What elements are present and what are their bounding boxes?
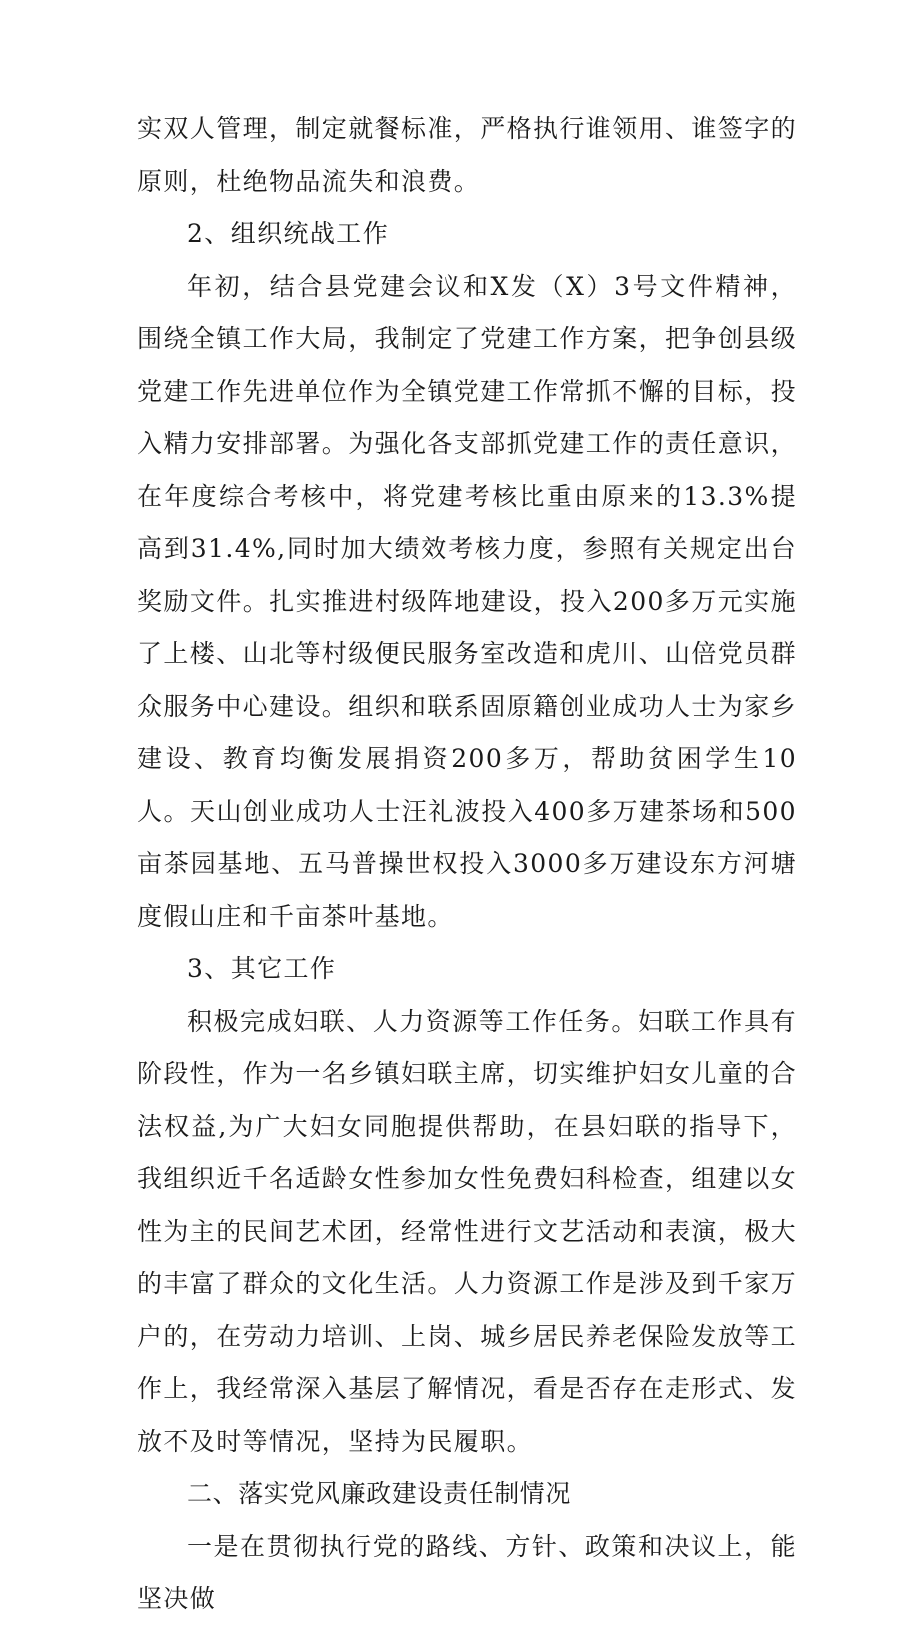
document-body: [137, 103, 797, 1626]
section-heading-integrity: 二、落实党风廉政建设责任制情况: [187, 1479, 572, 1508]
paragraph-womens-federation: 积极完成妇联、人力资源等工作任务。妇联工作具有阶段性，作为一名乡镇妇联主席，切实维护妇女儿童的合法权益,为广大妇女同胞提供帮助，在县妇联的指导下，我组织近千名适龄女性参加女性免费妇科检查，组建以女性为主的民间艺术团，经常性进行文艺活动和表演，极大的丰富了群众的文化生活。人力资源工作是涉及到千家万户的，在劳动力培训、上岗、城乡居民养老保险发放等工作上，我经常深入基层了解情况，看是否存在走形式、发放不及时等情况，坚持为民履职。: [137, 1006, 798, 1456]
paragraph-continuation: 实双人管理，制定就餐标准，严格执行谁领用、谁签字的原则，杜绝物品流失和浪费。: [137, 114, 798, 196]
paragraph-integrity-first: 一是在贯彻执行党的路线、方针、政策和决议上，能坚决做: [137, 1531, 797, 1613]
subheading-other-work: 3、其它工作: [187, 954, 337, 983]
paragraph-party-building: 年初，结合县党建会议和X发（X）3号文件精神，围绕全镇工作大局，我制定了党建工作方案，把争创县级党建工作先进单位作为全镇党建工作常抓不懈的目标，投入精力安排部署。为强化各支部抓党建工作的责任意识，在年度综合考核中，将党建考核比重由原来的13.3%提高到31.4%,同时加大绩效考核力度，参照有关规定出台奖励文件。扎实推进村级阵地建设，投入200多万元实施了上楼、山北等村级便民服务室改造和虎川、山倍党员群众服务中心建设。组织和联系固原籍创业成功人士为家乡建设、教育均衡发展捐资200多万，帮助贫困学生10人。天山创业成功人士汪礼波投入400多万建茶场和500亩茶园基地、五马普操世权投入3000多万建设东方河塘度假山庄和千亩茶叶基地。: [137, 271, 798, 931]
subheading-organization-united-front: 2、组织统战工作: [187, 219, 390, 248]
